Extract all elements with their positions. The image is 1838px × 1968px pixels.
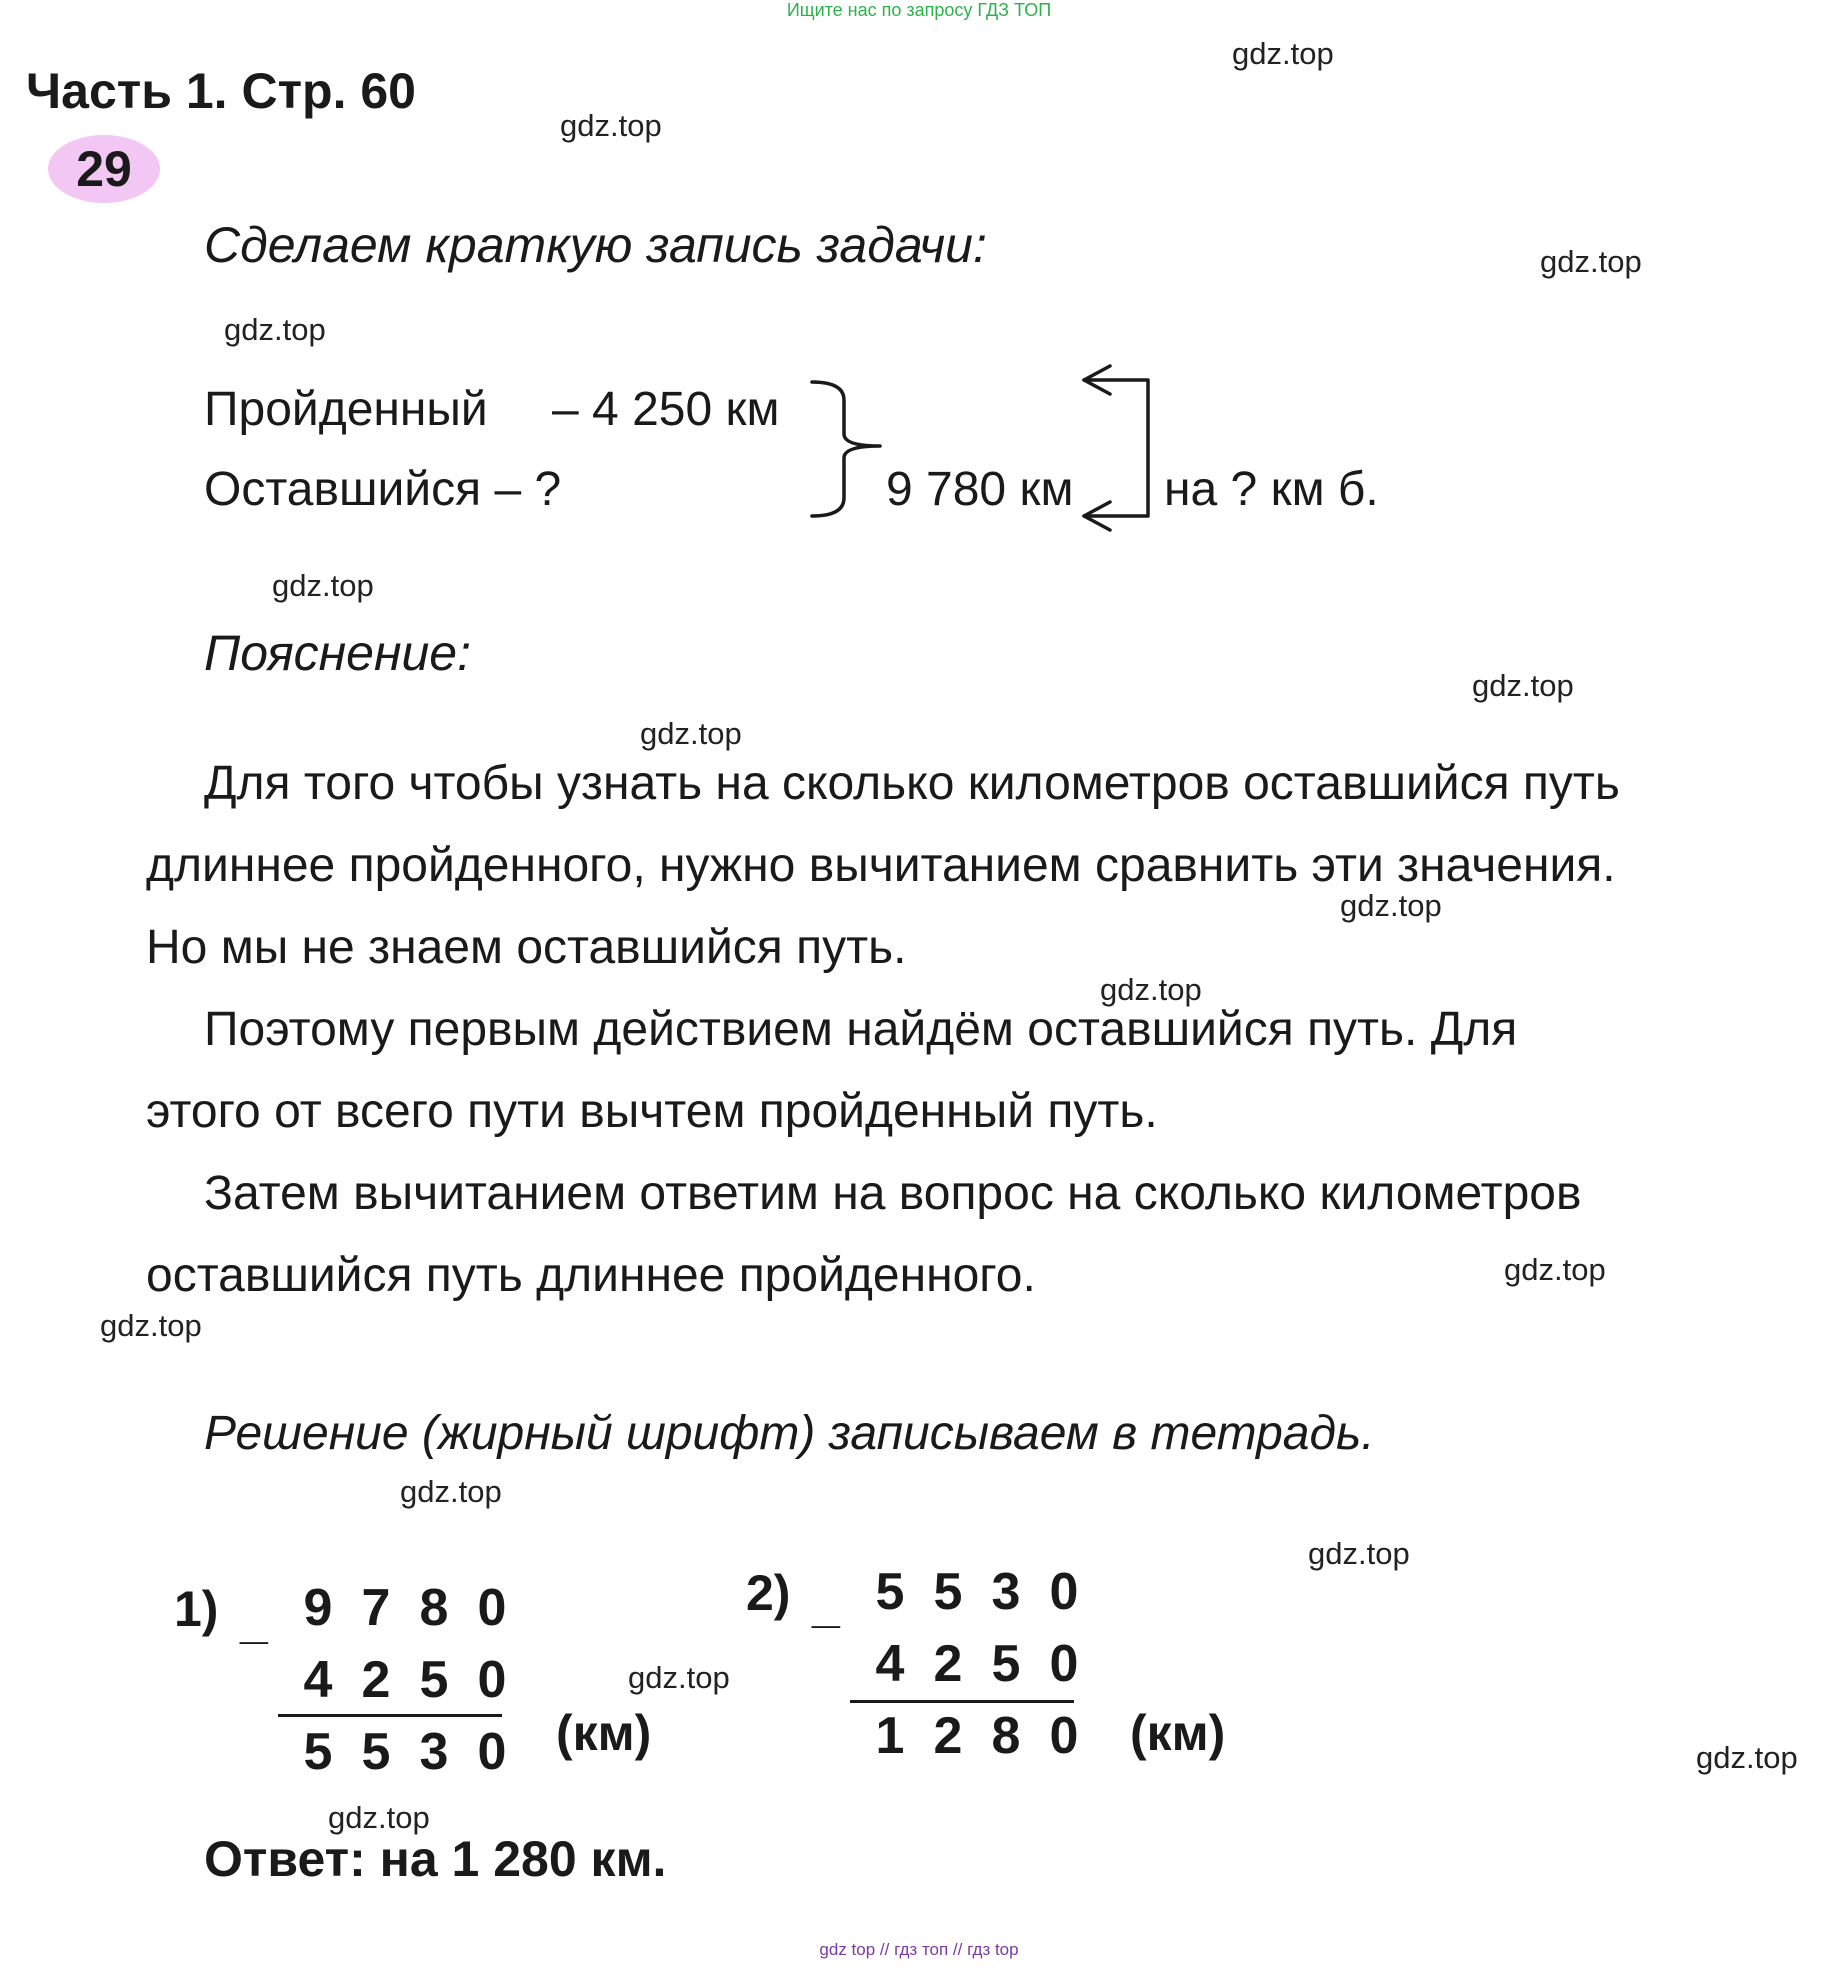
line1-value: – 4 250 км: [552, 383, 780, 436]
step2-subtrahend-digit: 0: [1049, 1635, 1079, 1693]
step2-result-digit: 1: [875, 1707, 905, 1765]
step1-minuend-digit: 0: [477, 1579, 507, 1637]
step2-unit: (км): [1130, 1705, 1226, 1761]
step1-minuend-digit: 8: [419, 1579, 449, 1637]
watermark: gdz.top: [272, 568, 374, 603]
solution-title: Решение (жирный шрифт) записываем в тетрадь.: [204, 1407, 1375, 1460]
step1-rule: [278, 1714, 502, 1717]
footer-links: gdz top // гдз топ // гдз top: [819, 1940, 1019, 1959]
step2-result-digit: 2: [933, 1707, 963, 1765]
explanation-line: Но мы не знаем оставшийся путь.: [146, 921, 907, 974]
watermark: gdz.top: [1696, 1740, 1798, 1775]
step1-result-digit: 0: [477, 1723, 507, 1781]
step1-minuend-digit: 7: [361, 1579, 391, 1637]
watermark: gdz.top: [1540, 244, 1642, 279]
page-title: Часть 1. Стр. 60: [26, 63, 416, 119]
watermark: gdz.top: [100, 1308, 202, 1343]
step2-minuend-digit: 5: [875, 1563, 905, 1621]
question-text: на ? км б.: [1164, 463, 1379, 516]
step2-subtrahend-digit: 2: [933, 1635, 963, 1693]
step2-minuend-digit: 0: [1049, 1563, 1079, 1621]
step2-label: 2): [746, 1565, 791, 1621]
watermark: gdz.top: [1100, 972, 1202, 1007]
explanation-line: длиннее пройденного, нужно вычитанием сравнить эти значения.: [146, 839, 1616, 892]
step2-result-digit: 0: [1049, 1707, 1079, 1765]
watermark: gdz.top: [1504, 1252, 1606, 1287]
step1-unit: (км): [556, 1705, 652, 1761]
watermark: gdz.top: [328, 1800, 430, 1835]
step2-subtrahend-digit: 4: [875, 1635, 905, 1693]
step1-label: 1): [174, 1581, 219, 1637]
step1-minuend-digit: 9: [303, 1579, 333, 1637]
watermark: gdz.top: [640, 716, 742, 751]
step2-rule: [850, 1700, 1074, 1703]
watermark: gdz.top: [224, 312, 326, 347]
step1-minus-sign: _: [240, 1593, 268, 1649]
explanation-line: Для того чтобы узнать на сколько километров оставшийся путь: [204, 757, 1620, 810]
explanation-line: Поэтому первым действием найдём оставшийся путь. Для: [204, 1003, 1518, 1056]
watermark: gdz.top: [1232, 36, 1334, 71]
line2: Оставшийся – ?: [204, 463, 562, 516]
step2-minuend-digit: 3: [991, 1563, 1021, 1621]
step1-subtrahend-digit: 0: [477, 1651, 507, 1709]
step1-result-digit: 3: [419, 1723, 449, 1781]
watermark: gdz.top: [400, 1474, 502, 1509]
explanation-line: Затем вычитанием ответим на вопрос на сколько километров: [204, 1167, 1582, 1220]
explanation-title: Пояснение:: [204, 625, 471, 681]
watermark: gdz.top: [1340, 888, 1442, 923]
total-distance: 9 780 км: [886, 463, 1074, 516]
task-number: 29: [76, 141, 132, 197]
step1-result-digit: 5: [303, 1723, 333, 1781]
answer: Ответ: на 1 280 км.: [204, 1831, 667, 1887]
step2-minuend-digit: 5: [933, 1563, 963, 1621]
step2-subtrahend-digit: 5: [991, 1635, 1021, 1693]
step2-result-digit: 8: [991, 1707, 1021, 1765]
curly-brace: [812, 382, 880, 516]
watermark: gdz.top: [628, 1660, 730, 1695]
explanation-line: этого от всего пути вычтем пройденный путь.: [146, 1085, 1158, 1138]
top-banner: Ищите нас по запросу ГДЗ ТОП: [786, 0, 1052, 20]
line1-label: Пройденный: [204, 383, 488, 436]
step1-result-digit: 5: [361, 1723, 391, 1781]
explanation-line: оставшийся путь длиннее пройденного.: [146, 1249, 1036, 1302]
watermark: gdz.top: [560, 108, 662, 143]
step1-subtrahend-digit: 4: [303, 1651, 333, 1709]
step1-subtrahend-digit: 5: [419, 1651, 449, 1709]
watermark: gdz.top: [1472, 668, 1574, 703]
step1-subtrahend-digit: 2: [361, 1651, 391, 1709]
compare-bracket: [1084, 380, 1148, 516]
short-note-title: Сделаем краткую запись задачи:: [204, 217, 987, 273]
step2-minus-sign: _: [812, 1577, 840, 1633]
watermark: gdz.top: [1308, 1536, 1410, 1571]
